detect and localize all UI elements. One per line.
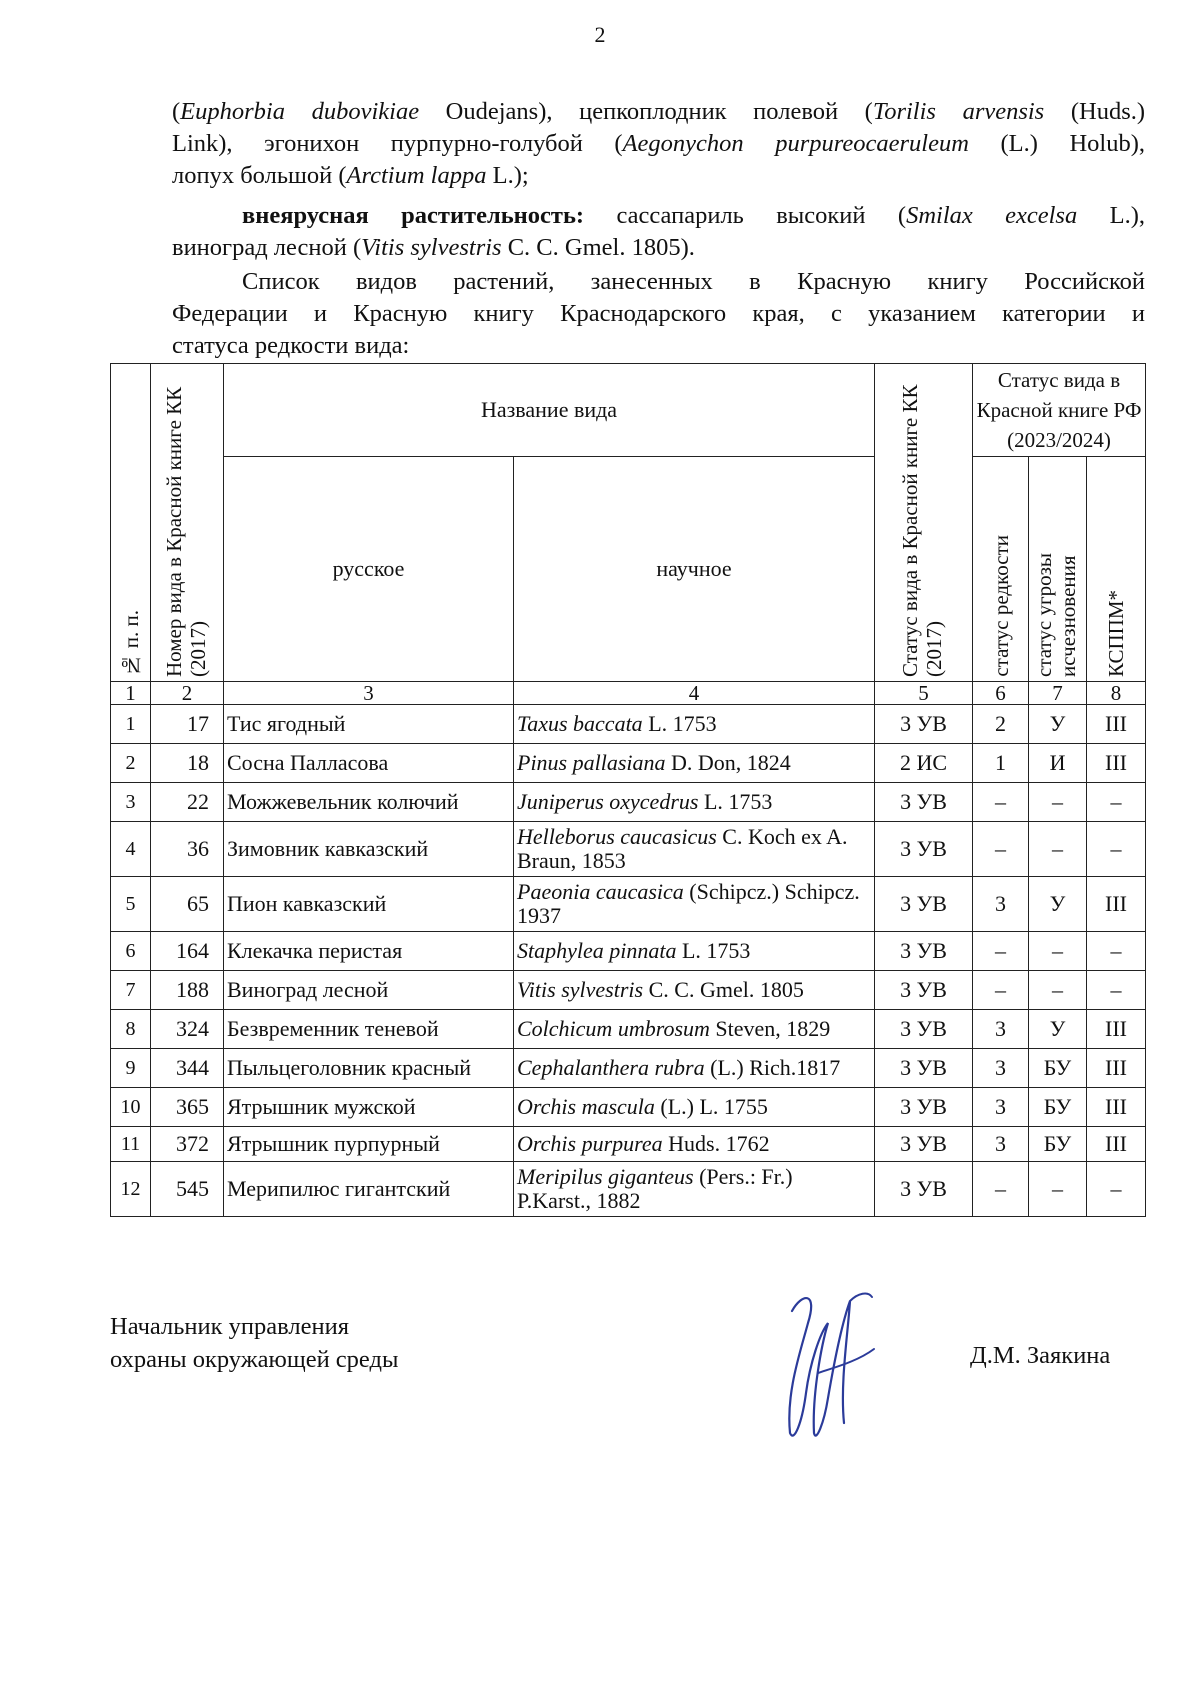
header-threat-status: статус угрозы исчезновения (1029, 457, 1087, 682)
table-row (111, 1127, 1146, 1162)
row-number-cell: 8 (111, 1010, 151, 1049)
kk-number-cell: 372 (151, 1127, 224, 1162)
scientific-genus-species: Vitis sylvestris (517, 977, 644, 1002)
scientific-authority: D. Don, 1824 (665, 750, 791, 775)
ksppm-cell: III (1087, 705, 1146, 744)
scientific-authority: (Pers.: Fr.) P.Karst., 1882 (517, 1164, 793, 1213)
signer-position-line: охраны окружающей среды (110, 1346, 399, 1373)
threat-status-cell: – (1029, 822, 1087, 877)
row-number-cell: 11 (111, 1127, 151, 1162)
scientific-authority: C. Koch ex A. Braun, 1853 (517, 824, 848, 873)
scientific-name-cell (514, 1049, 875, 1088)
ksppm-cell: III (1087, 1010, 1146, 1049)
russian-name-cell: Сосна Палласова (224, 744, 514, 783)
table-body (111, 705, 1146, 1217)
row-number-cell: 1 (111, 705, 151, 744)
handwritten-signature (778, 1283, 888, 1448)
column-number: 4 (514, 682, 875, 705)
row-number-cell: 3 (111, 783, 151, 822)
column-number: 6 (973, 682, 1029, 705)
table-row (111, 971, 1146, 1010)
paragraph-line: внеярусная растительность: сассапариль высокий (Smilax excelsa L.), (242, 202, 1145, 229)
column-number: 3 (224, 682, 514, 705)
russian-name-cell: Мерипилюс гигантский (224, 1162, 514, 1217)
rarity-status-cell: – (973, 971, 1029, 1010)
rarity-status-cell: 3 (973, 1010, 1029, 1049)
header-russian-name: русское (224, 457, 514, 682)
scientific-authority: Huds. 1762 (662, 1131, 770, 1156)
russian-name-cell: Пыльцеголовник красный (224, 1049, 514, 1088)
kk-status-cell: 3 УВ (875, 971, 973, 1010)
scientific-name-cell (514, 822, 875, 877)
column-number: 2 (151, 682, 224, 705)
scientific-genus-species: Meripilus giganteus (517, 1164, 694, 1189)
russian-name-cell: Зимовник кавказский (224, 822, 514, 877)
kk-number-cell: 344 (151, 1049, 224, 1088)
table-row (111, 932, 1146, 971)
threat-status-cell: – (1029, 971, 1087, 1010)
ksppm-cell: III (1087, 1049, 1146, 1088)
kk-number-cell: 545 (151, 1162, 224, 1217)
header-row-number: № п. п. (111, 364, 151, 682)
rarity-status-cell: 3 (973, 1088, 1029, 1127)
kk-status-cell: 3 УВ (875, 1010, 973, 1049)
scientific-genus-species: Helleborus caucasicus (517, 824, 717, 849)
ksppm-cell: III (1087, 1088, 1146, 1127)
russian-name-cell: Безвременник теневой (224, 1010, 514, 1049)
table-row (111, 744, 1146, 783)
row-number-cell: 9 (111, 1049, 151, 1088)
threat-status-cell: БУ (1029, 1088, 1087, 1127)
kk-number-cell: 17 (151, 705, 224, 744)
row-number-cell: 2 (111, 744, 151, 783)
threat-status-cell: У (1029, 877, 1087, 932)
scientific-authority: (L.) L. 1755 (654, 1094, 768, 1119)
threat-status-cell: – (1029, 783, 1087, 822)
ksppm-cell: – (1087, 971, 1146, 1010)
scientific-authority: L. 1753 (698, 789, 773, 814)
rarity-status-cell: – (973, 783, 1029, 822)
paragraph-line: статуса редкости вида: (172, 332, 410, 359)
kk-status-cell: 3 УВ (875, 705, 973, 744)
kk-number-cell: 164 (151, 932, 224, 971)
scientific-name-cell (514, 971, 875, 1010)
threat-status-cell: И (1029, 744, 1087, 783)
table-row (111, 705, 1146, 744)
row-number-cell: 5 (111, 877, 151, 932)
scientific-name-cell (514, 1010, 875, 1049)
kk-status-cell: 3 УВ (875, 877, 973, 932)
rarity-status-cell: 3 (973, 1049, 1029, 1088)
paragraph-line: Федерации и Красную книгу Краснодарского края, с указанием категории и (172, 300, 1145, 327)
scientific-genus-species: Colchicum umbrosum (517, 1016, 710, 1041)
kk-status-cell: 3 УВ (875, 783, 973, 822)
kk-status-cell: 2 ИС (875, 744, 973, 783)
header-species-name: Название вида (224, 364, 875, 457)
kk-status-cell: 3 УВ (875, 1162, 973, 1217)
threat-status-cell: – (1029, 1162, 1087, 1217)
scientific-name-cell (514, 877, 875, 932)
kk-number-cell: 324 (151, 1010, 224, 1049)
ksppm-cell: – (1087, 783, 1146, 822)
threat-status-cell: У (1029, 705, 1087, 744)
scientific-name-cell (514, 705, 875, 744)
paragraph-extra-layer-vegetation (172, 200, 1145, 264)
table-row (111, 1088, 1146, 1127)
scientific-genus-species: Orchis mascula (517, 1094, 655, 1119)
russian-name-cell: Ятрышник пурпурный (224, 1127, 514, 1162)
column-number: 7 (1029, 682, 1087, 705)
paragraph-line: Link), эгонихон пурпурно-голубой (Aegonychon purpureocaeruleum (L.) Holub), (172, 130, 1145, 157)
page-number: 2 (594, 22, 606, 47)
table-row (111, 877, 1146, 932)
kk-status-cell: 3 УВ (875, 932, 973, 971)
russian-name-cell: Пион кавказский (224, 877, 514, 932)
paragraph-table-intro (172, 266, 1145, 362)
scientific-authority: Steven, 1829 (709, 1016, 831, 1041)
rarity-status-cell: – (973, 1162, 1029, 1217)
russian-name-cell: Тис ягодный (224, 705, 514, 744)
russian-name-cell: Ятрышник мужской (224, 1088, 514, 1127)
row-number-cell: 7 (111, 971, 151, 1010)
table-row (111, 1010, 1146, 1049)
threat-status-cell: БУ (1029, 1127, 1087, 1162)
threat-status-cell: – (1029, 932, 1087, 971)
kk-status-cell: 3 УВ (875, 1088, 973, 1127)
rarity-status-cell: 2 (973, 705, 1029, 744)
scientific-genus-species: Taxus baccata (517, 711, 643, 736)
column-number: 8 (1087, 682, 1146, 705)
scientific-name-cell (514, 783, 875, 822)
row-number-cell: 6 (111, 932, 151, 971)
kk-status-cell: 3 УВ (875, 1049, 973, 1088)
header-scientific-name: научное (514, 457, 875, 682)
paragraph-line: лопух большой (Arctium lappa L.); (172, 162, 529, 189)
russian-name-cell: Клекачка перистая (224, 932, 514, 971)
scientific-genus-species: Staphylea pinnata (517, 938, 677, 963)
kk-number-cell: 22 (151, 783, 224, 822)
table-row (111, 822, 1146, 877)
row-number-cell: 4 (111, 822, 151, 877)
russian-name-cell: Можжевельник колючий (224, 783, 514, 822)
scientific-name-cell (514, 1088, 875, 1127)
signer-position (110, 1310, 398, 1376)
kk-status-cell: 3 УВ (875, 822, 973, 877)
ksppm-cell: – (1087, 822, 1146, 877)
scientific-genus-species: Cephalanthera rubra (517, 1055, 705, 1080)
paragraph-line: Список видов растений, занесенных в Красную книгу Российской (242, 268, 1145, 295)
scientific-authority: L. 1753 (642, 711, 717, 736)
scientific-genus-species: Pinus pallasiana (517, 750, 666, 775)
scientific-authority: (L.) Rich.1817 (704, 1055, 841, 1080)
threat-status-cell: У (1029, 1010, 1087, 1049)
scientific-name-cell (514, 1127, 875, 1162)
kk-number-cell: 365 (151, 1088, 224, 1127)
kk-number-cell: 18 (151, 744, 224, 783)
column-number: 1 (111, 682, 151, 705)
scientific-name-cell (514, 1162, 875, 1217)
russian-name-cell: Виноград лесной (224, 971, 514, 1010)
column-number: 5 (875, 682, 973, 705)
kk-status-cell: 3 УВ (875, 1127, 973, 1162)
ksppm-cell: III (1087, 1127, 1146, 1162)
paragraph-species-list-continued (172, 96, 1145, 192)
scientific-genus-species: Orchis purpurea (517, 1131, 663, 1156)
rarity-status-cell: – (973, 822, 1029, 877)
signer-position-line: Начальник управления (110, 1313, 349, 1340)
signer-name: Д.М. Заякина (970, 1342, 1111, 1369)
scientific-name-cell (514, 744, 875, 783)
rarity-status-cell: 1 (973, 744, 1029, 783)
paragraph-line: виноград лесной (Vitis sylvestris C. C. Gmel. 1805). (172, 234, 695, 261)
kk-number-cell: 65 (151, 877, 224, 932)
scientific-name-cell (514, 932, 875, 971)
kk-number-cell: 188 (151, 971, 224, 1010)
ksppm-cell: III (1087, 877, 1146, 932)
header-kk-number: Номер вида в Красной книге КК (2017) (151, 364, 224, 682)
threat-status-cell: БУ (1029, 1049, 1087, 1088)
row-number-cell: 12 (111, 1162, 151, 1217)
header-rarity-status: статус редкости (973, 457, 1029, 682)
rarity-status-cell: 3 (973, 1127, 1029, 1162)
header-kk-status: Статус вида в Красной книге КК (2017) (875, 364, 973, 682)
header-rf-status: Статус вида в Красной книге РФ (2023/2024) (973, 364, 1146, 457)
paragraph-line: (Euphorbia dubovikiae Oudejans), цепкоплодник полевой (Torilis arvensis (Huds.) (172, 98, 1146, 125)
ksppm-cell: III (1087, 744, 1146, 783)
table-row (111, 1162, 1146, 1217)
scientific-authority: (Schipcz.) Schipcz. 1937 (517, 879, 860, 928)
header-ksppm: КСППМ* (1087, 457, 1146, 682)
column-number-row (111, 682, 1146, 705)
scientific-authority: C. C. Gmel. 1805 (643, 977, 804, 1002)
red-book-species-table (110, 363, 1146, 1217)
ksppm-cell: – (1087, 932, 1146, 971)
kk-number-cell: 36 (151, 822, 224, 877)
table-row (111, 1049, 1146, 1088)
ksppm-cell: – (1087, 1162, 1146, 1217)
table-row (111, 783, 1146, 822)
rarity-status-cell: 3 (973, 877, 1029, 932)
scientific-authority: L. 1753 (676, 938, 751, 963)
rarity-status-cell: – (973, 932, 1029, 971)
scientific-genus-species: Juniperus oxycedrus (517, 789, 699, 814)
row-number-cell: 10 (111, 1088, 151, 1127)
scientific-genus-species: Paeonia caucasica (517, 879, 684, 904)
